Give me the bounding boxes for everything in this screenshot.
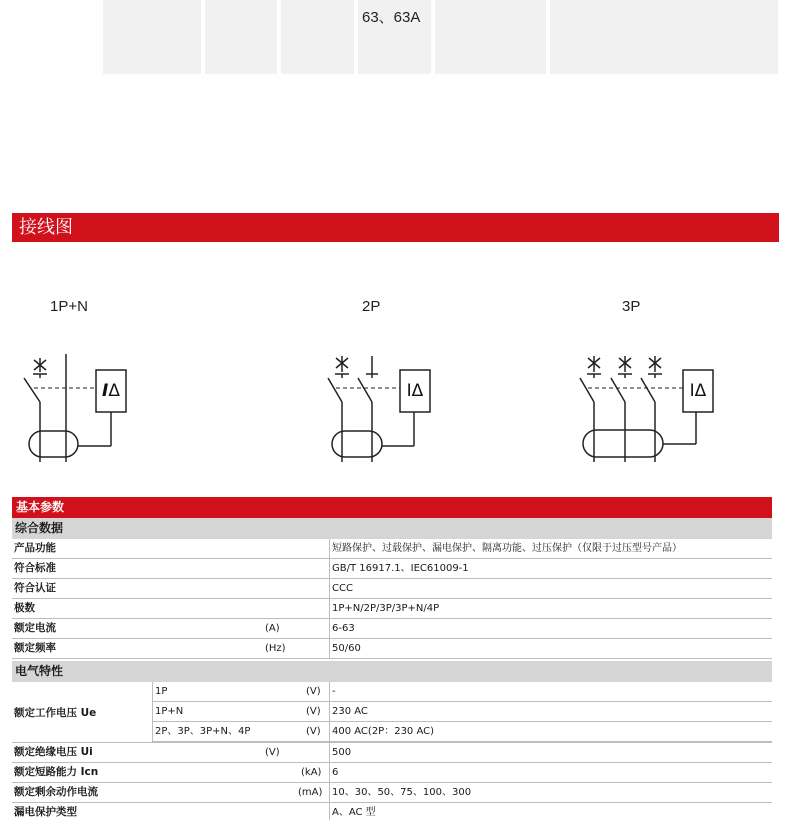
subrow-label: 2P、3P、3P+N、4P — [155, 726, 251, 737]
table-row — [12, 803, 772, 820]
row-value: 短路保护、过载保护、漏电保护、隔离功能、过压保护（仅限于过压型号产品） — [332, 543, 682, 554]
row-value: 1P+N/2P/3P/3P+N/4P — [332, 603, 440, 614]
row-label: 额定电流 — [14, 622, 56, 634]
subrow-unit: (V) — [306, 706, 321, 717]
row-value: A、AC 型 — [332, 807, 376, 818]
section-header-wiring: 接线图 — [12, 213, 779, 242]
wiring-diagram-1pn — [20, 350, 140, 470]
table-cell — [550, 0, 778, 74]
merged-row-label: 额定工作电压 Ue — [14, 707, 97, 719]
subrow-label: 1P — [155, 686, 168, 697]
row-label: 额定频率 — [14, 642, 56, 654]
subrow-label: 1P+N — [155, 706, 184, 717]
row-label: 额定短路能力 Icn — [14, 766, 99, 778]
group-header-electrical: 电气特性 — [12, 661, 772, 682]
row-label: 符合认证 — [14, 582, 56, 594]
diagram-label-1pn: 1P+N — [50, 298, 88, 315]
group-header-general: 综合数据 — [12, 518, 772, 539]
table-row — [12, 579, 772, 599]
row-value: GB/T 16917.1、IEC61009-1 — [332, 563, 469, 574]
table-cell — [205, 0, 277, 74]
table-row — [12, 763, 772, 783]
table-row — [12, 743, 772, 763]
row-unit: (kA) — [301, 767, 322, 778]
diagram-label-2p: 2P — [362, 298, 381, 315]
relay-symbol: IΔ — [406, 381, 424, 401]
table-cell — [281, 0, 354, 74]
table-row — [12, 619, 772, 639]
row-unit: (mA) — [298, 787, 323, 798]
column-divider — [329, 682, 330, 820]
row-unit: (V) — [265, 747, 280, 758]
row-label: 额定剩余动作电流 — [14, 786, 98, 798]
subrow-value: 230 AC — [332, 706, 368, 717]
row-value: 6 — [332, 767, 339, 778]
row-value: 6-63 — [332, 623, 355, 634]
table-cell-text: 63、63A — [362, 9, 421, 26]
row-label: 额定绝缘电压 Ui — [14, 746, 93, 758]
row-value: 50/60 — [332, 643, 361, 654]
row-value: 10、30、50、75、100、300 — [332, 787, 472, 798]
diagram-label-3p: 3P — [622, 298, 641, 315]
subrow-unit: (V) — [306, 686, 321, 697]
table-row — [12, 539, 772, 559]
relay-symbol: IΔ — [689, 381, 707, 401]
row-unit: (A) — [265, 623, 280, 634]
section-header-params: 基本参数 — [12, 497, 772, 518]
wiring-diagram-2p — [322, 350, 452, 470]
column-divider — [329, 539, 330, 659]
table-row — [12, 559, 772, 579]
table-subrow — [153, 702, 772, 722]
table-row — [12, 599, 772, 619]
row-label: 产品功能 — [14, 542, 56, 554]
wiring-diagram-3p — [570, 350, 730, 470]
row-value: 500 — [332, 747, 352, 758]
subrow-unit: (V) — [306, 726, 321, 737]
subrow-value: 400 AC(2P：230 AC) — [332, 726, 435, 737]
table-subrow — [153, 722, 772, 742]
subrow-value: - — [332, 686, 336, 697]
row-label: 漏电保护类型 — [14, 806, 77, 818]
table-cell — [435, 0, 546, 74]
table-row — [12, 783, 772, 803]
row-value: CCC — [332, 583, 353, 594]
relay-symbol: IΔ — [102, 381, 120, 401]
row-unit: (Hz) — [265, 643, 286, 654]
table-cell — [103, 0, 201, 74]
row-label: 极数 — [14, 602, 35, 614]
table-row — [12, 639, 772, 659]
row-label: 符合标准 — [14, 562, 56, 574]
table-subrow — [153, 682, 772, 702]
